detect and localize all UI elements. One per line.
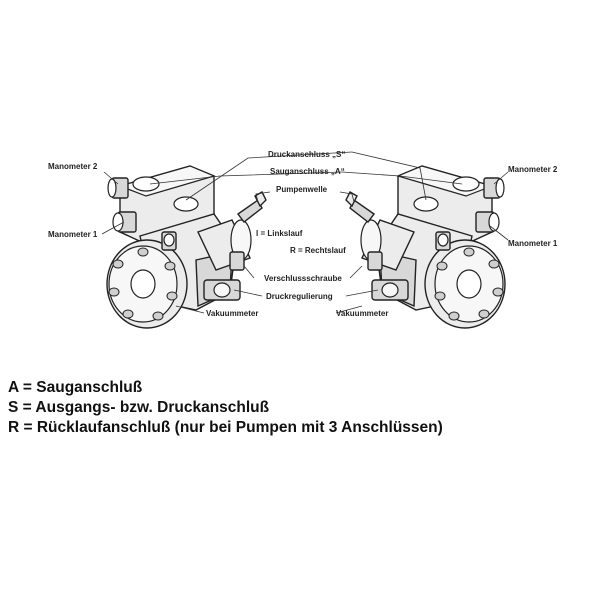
manometer-1-port-left bbox=[113, 212, 136, 232]
label-sauganschluss: Sauganschluss „A“ bbox=[270, 167, 345, 176]
manometer-1-port-right bbox=[476, 212, 499, 232]
manometer-2-port-left bbox=[108, 178, 128, 198]
label-vakuummeter-right: Vakuummeter bbox=[336, 309, 389, 318]
label-pumpenwelle: Pumpenwelle bbox=[276, 185, 328, 194]
label-rechtslauf: R = Rechtslauf bbox=[290, 246, 346, 255]
label-manometer-2-right: Manometer 2 bbox=[508, 165, 558, 174]
vakuummeter-port-left bbox=[162, 232, 176, 250]
label-manometer-1-left: Manometer 1 bbox=[48, 230, 98, 239]
legend-line-a: A = Sauganschluß bbox=[8, 379, 143, 396]
vakuummeter-port-right bbox=[436, 232, 450, 250]
saug-port-right bbox=[453, 177, 479, 191]
label-vakuummeter-left: Vakuummeter bbox=[206, 309, 259, 318]
pump-left bbox=[107, 166, 266, 328]
legend bbox=[8, 378, 592, 438]
legend-line-r: R = Rücklaufanschluß (nur bei Pumpen mit 3 Anschlüssen) bbox=[8, 419, 443, 436]
pump-right bbox=[346, 166, 505, 328]
flange-right bbox=[425, 240, 505, 328]
label-druckanschluss: Druckanschluss „S“ bbox=[268, 150, 346, 159]
legend-line-s: S = Ausgangs- bzw. Druckanschluß bbox=[8, 399, 270, 416]
label-druckregulierung: Druckregulierung bbox=[266, 292, 333, 301]
label-verschlussschraube: Verschlussschraube bbox=[264, 274, 342, 283]
saug-port-left bbox=[133, 177, 159, 191]
manometer-2-port-right bbox=[484, 178, 504, 198]
label-manometer-2-left: Manometer 2 bbox=[48, 162, 98, 171]
label-linkslauf: l = Linkslauf bbox=[256, 229, 303, 238]
label-manometer-1-right: Manometer 1 bbox=[508, 239, 558, 248]
druck-port-left bbox=[174, 197, 198, 211]
flange-left bbox=[107, 240, 187, 328]
